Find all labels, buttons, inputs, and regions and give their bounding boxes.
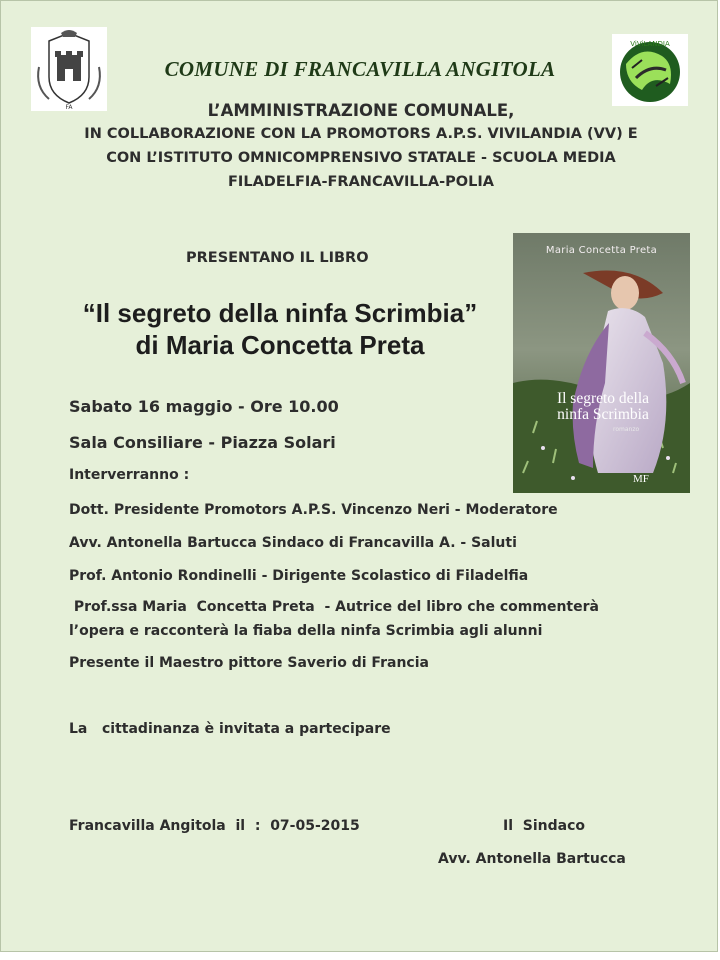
speaker-line: Dott. Presidente Promotors A.P.S. Vincenzo Neri - Moderatore (69, 502, 558, 518)
place-date: Francavilla Angitola il : 07-05-2015 (69, 818, 360, 834)
cover-subtitle: romanzo (613, 426, 640, 433)
organizer-line: CON L’ISTITUTO OMNICOMPRENSIVO STATALE - SCUOLA MEDIA (106, 150, 616, 166)
organizer-line: IN COLLABORAZIONE CON LA PROMOTORS A.P.S. VIVILANDIA (VV) E (84, 126, 638, 142)
cover-title-line: ninfa Scrimbia (557, 406, 649, 423)
speaker-line: Prof.ssa Maria Concetta Preta - Autrice del libro che commenterà (69, 599, 599, 615)
organizer-line: FILADELFIA-FRANCAVILLA-POLIA (228, 174, 494, 190)
intro-heading: PRESENTANO IL LIBRO (186, 250, 369, 266)
cover-publisher: MF (633, 473, 649, 485)
organizers-block (41, 99, 681, 194)
cover-author: Maria Concetta Preta (545, 245, 658, 256)
organizer-line: L’AMMINISTRAZIONE COMUNALE, (207, 101, 515, 120)
crest-text: FA (65, 104, 73, 111)
municipality-name: COMUNE DI FRANCAVILLA ANGITOLA (164, 57, 556, 81)
book-cover-image (513, 233, 690, 493)
event-date-time: Sabato 16 maggio - Ore 10.00 (69, 397, 339, 416)
cover-title-line: Il segreto della (556, 390, 650, 407)
signer-role: Il Sindaco (503, 818, 585, 834)
speaker-line: Avv. Antonella Bartucca Sindaco di Francavilla A. - Saluti (69, 535, 517, 551)
book-title: “Il segreto della ninfa Scrimbia” (82, 298, 478, 328)
speakers-heading: Interverranno : (69, 467, 190, 483)
logo-text: ViViLANDIA (630, 40, 670, 48)
invitation-text: La cittadinanza è invitata a partecipare (69, 721, 391, 737)
book-author: di Maria Concetta Preta (135, 330, 425, 360)
guest-line: Presente il Maestro pittore Saverio di Francia (69, 655, 429, 671)
signer-name: Avv. Antonella Bartucca (438, 851, 626, 867)
cover-title (523, 391, 683, 423)
speaker-line: Prof. Antonio Rondinelli - Dirigente Scolastico di Filadelfia (69, 568, 529, 584)
event-venue: Sala Consiliare - Piazza Solari (69, 433, 336, 452)
speaker-line: l’opera e racconterà la fiaba della ninfa Scrimbia agli alunni (69, 623, 543, 639)
book-title-block (41, 297, 519, 361)
